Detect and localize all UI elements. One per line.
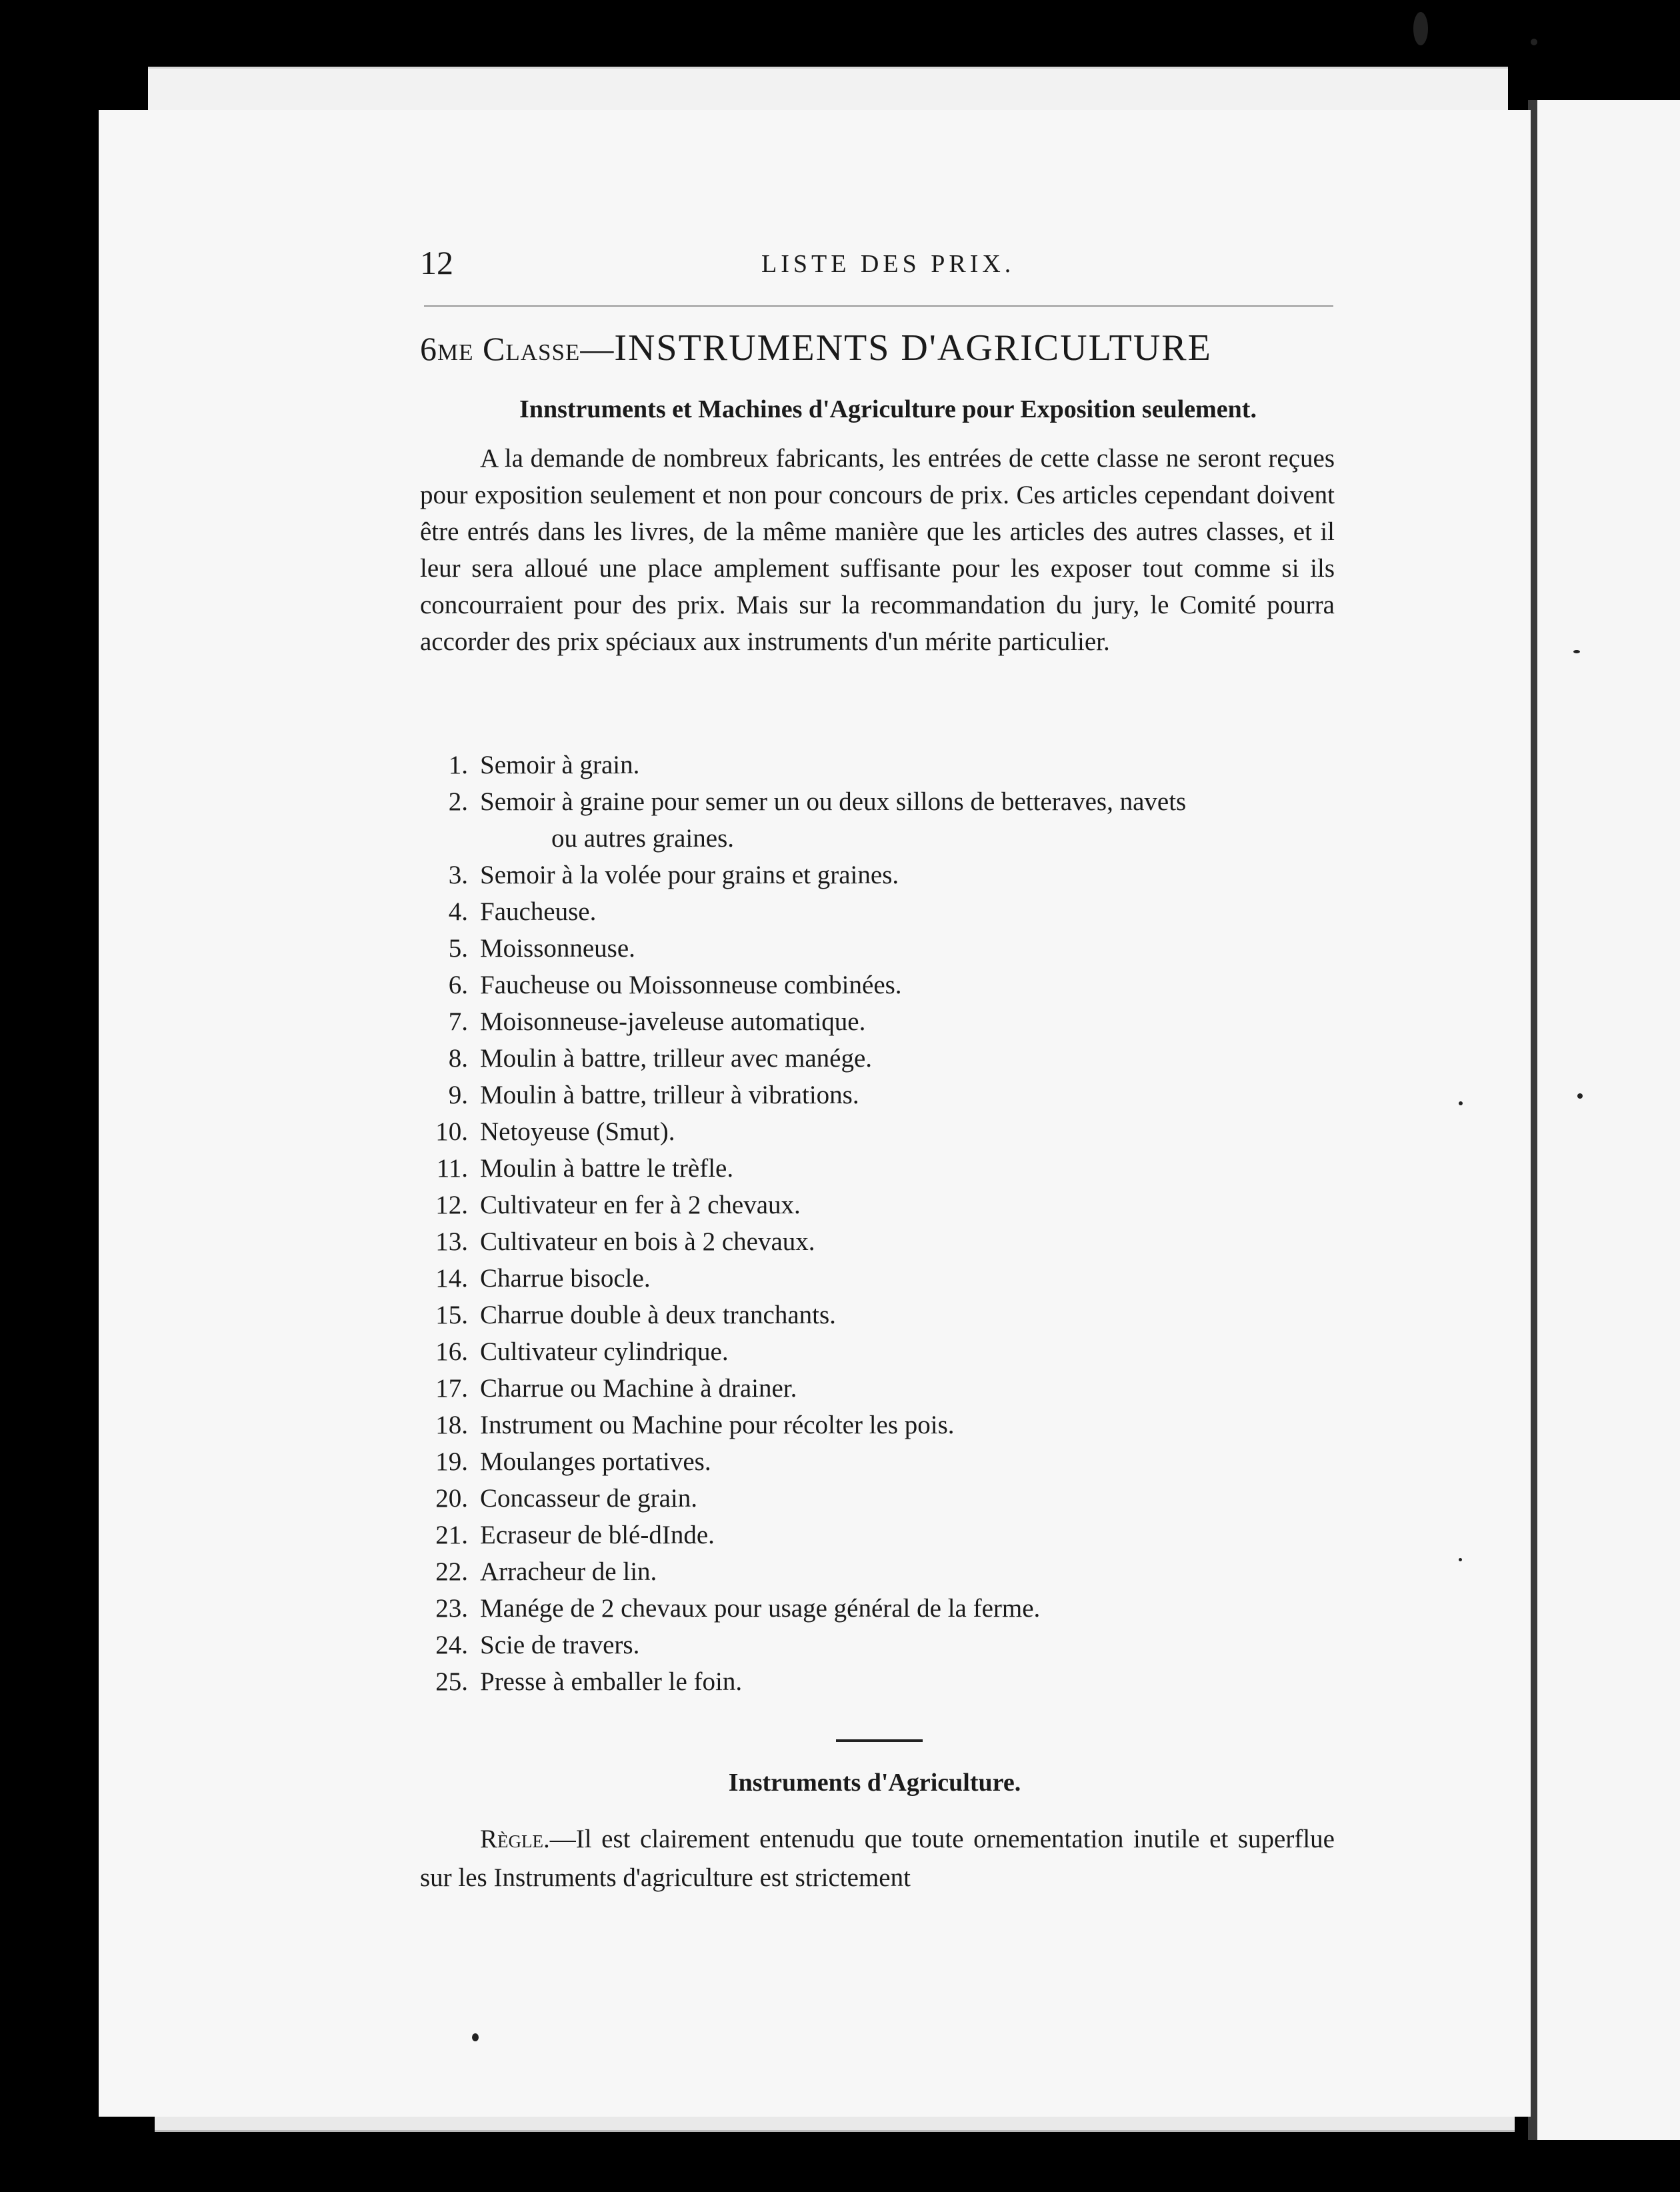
class-prefix: 6me Classe— bbox=[420, 330, 615, 367]
item-number: 1. bbox=[448, 751, 468, 779]
running-head bbox=[415, 240, 1335, 287]
item-number: 8. bbox=[448, 1044, 468, 1073]
item-number: 6. bbox=[448, 971, 468, 999]
prize-item-list bbox=[415, 747, 1335, 1700]
item-text: Moissonneuse. bbox=[480, 934, 635, 963]
prize-item bbox=[415, 893, 1335, 930]
prize-item bbox=[415, 1223, 1335, 1260]
item-text: Netoyeuse (Smut). bbox=[480, 1117, 675, 1146]
item-text: Cultivateur en bois à 2 chevaux. bbox=[480, 1227, 815, 1256]
section-divider bbox=[836, 1739, 923, 1742]
prize-item bbox=[415, 1627, 1335, 1663]
item-number: 25. bbox=[435, 1667, 468, 1696]
item-text: Moulanges portatives. bbox=[480, 1447, 711, 1476]
page-number: 12 bbox=[420, 244, 453, 281]
prize-item bbox=[415, 1663, 1335, 1700]
item-text: Presse à emballer le foin. bbox=[480, 1667, 743, 1696]
item-number: 19. bbox=[435, 1447, 468, 1476]
item-text: Scie de travers. bbox=[480, 1631, 640, 1659]
class-title: INSTRUMENTS D'AGRICULTURE bbox=[614, 327, 1212, 369]
item-number: 4. bbox=[448, 897, 468, 926]
section-subtitle: Innstruments et Machines d'Agriculture pour Exposition seulement. bbox=[519, 395, 1257, 423]
item-text: Ecraseur de blé-dInde. bbox=[480, 1521, 715, 1549]
prize-item bbox=[415, 1407, 1335, 1443]
prize-item bbox=[415, 1003, 1335, 1040]
item-number: 21. bbox=[435, 1521, 468, 1549]
item-text: Cultivateur en fer à 2 chevaux. bbox=[480, 1191, 801, 1219]
item-number: 10. bbox=[435, 1117, 468, 1146]
prize-item bbox=[415, 930, 1335, 967]
item-text: Concasseur de grain. bbox=[480, 1484, 697, 1513]
speck bbox=[1413, 12, 1428, 45]
item-text: Charrue ou Machine à drainer. bbox=[480, 1374, 797, 1403]
item-text: Faucheuse. bbox=[480, 897, 597, 926]
speck bbox=[472, 2033, 479, 2041]
speck bbox=[1459, 1558, 1462, 1561]
item-number: 11. bbox=[436, 1154, 468, 1183]
header-rule bbox=[424, 305, 1333, 307]
item-number: 12. bbox=[435, 1191, 468, 1219]
item-number: 7. bbox=[448, 1007, 468, 1036]
prize-item bbox=[415, 1517, 1335, 1553]
instruments-heading: Instruments d'Agriculture. bbox=[728, 1769, 1021, 1797]
item-number: 18. bbox=[435, 1411, 468, 1439]
speck bbox=[1459, 1101, 1463, 1105]
item-text: Moulin à battre, trilleur à vibrations. bbox=[480, 1081, 859, 1109]
prize-item bbox=[415, 1040, 1335, 1077]
rule-lead: Règle. bbox=[480, 1825, 550, 1853]
class-heading bbox=[420, 327, 1337, 369]
item-text: Semoir à graine pour semer un ou deux sillons de betteraves, navets bbox=[480, 787, 1187, 816]
prize-item bbox=[415, 747, 1335, 783]
item-number: 9. bbox=[448, 1081, 468, 1109]
item-text: Instrument ou Machine pour récolter les pois. bbox=[480, 1411, 955, 1439]
item-text-continuation: ou autres graines. bbox=[551, 824, 734, 853]
speck bbox=[1573, 650, 1580, 653]
item-number: 23. bbox=[435, 1594, 468, 1623]
item-text: Moulin à battre le trèfle. bbox=[480, 1154, 734, 1183]
rule-paragraph bbox=[420, 1820, 1335, 1897]
item-number: 2. bbox=[448, 787, 468, 816]
item-text: Semoir à grain. bbox=[480, 751, 640, 779]
prize-item bbox=[415, 1187, 1335, 1223]
item-number: 17. bbox=[435, 1374, 468, 1403]
prize-item bbox=[415, 783, 1335, 820]
prize-item bbox=[415, 1553, 1335, 1590]
item-text: Manége de 2 chevaux pour usage général de la ferme. bbox=[480, 1594, 1041, 1623]
item-number: 24. bbox=[435, 1631, 468, 1659]
prize-item bbox=[415, 1480, 1335, 1517]
adjacent-page-strip bbox=[1528, 100, 1680, 2140]
prize-item bbox=[415, 1370, 1335, 1407]
item-number: 14. bbox=[435, 1264, 468, 1293]
prize-item bbox=[415, 1113, 1335, 1150]
prize-item bbox=[415, 857, 1335, 893]
speck bbox=[1577, 1093, 1583, 1099]
item-number: 5. bbox=[448, 934, 468, 963]
item-text: Charrue double à deux tranchants. bbox=[480, 1301, 836, 1329]
item-number: 13. bbox=[435, 1227, 468, 1256]
item-text: Cultivateur cylindrique. bbox=[480, 1337, 729, 1366]
item-number: 22. bbox=[435, 1557, 468, 1586]
item-text: Charrue bisocle. bbox=[480, 1264, 651, 1293]
prize-item bbox=[415, 1077, 1335, 1113]
prize-item bbox=[415, 1260, 1335, 1297]
item-number: 15. bbox=[435, 1301, 468, 1329]
item-text: Moisonneuse-javeleuse automatique. bbox=[480, 1007, 866, 1036]
prize-item bbox=[415, 1333, 1335, 1370]
prize-item bbox=[415, 967, 1335, 1003]
item-number: 16. bbox=[435, 1337, 468, 1366]
prize-item bbox=[415, 1150, 1335, 1187]
item-number: 3. bbox=[448, 861, 468, 889]
prize-item-continuation bbox=[415, 820, 1335, 857]
page-content bbox=[415, 240, 1335, 1892]
item-number: 20. bbox=[435, 1484, 468, 1513]
running-title: LISTE DES PRIX. bbox=[761, 250, 1015, 278]
item-text: Faucheuse ou Moissonneuse combinées. bbox=[480, 971, 902, 999]
item-text: Moulin à battre, trilleur avec manége. bbox=[480, 1044, 873, 1073]
rule-body: —Il est clairement entenudu que toute ornementation inutile et superflue sur les Instruments d'agriculture est strictement bbox=[420, 1825, 1335, 1892]
prize-item bbox=[415, 1590, 1335, 1627]
prize-item bbox=[415, 1443, 1335, 1480]
intro-paragraph: A la demande de nombreux fabricants, les entrées de cette classe ne seront reçues pour exposition seulement et non pour concours de prix. Ces articles cependant doivent être entrés dans les livres, de la même manière que les articles des autres classes, et il leur sera alloué une place amplement suffisante pour les exposer tout comme si ils concourraient pour des prix. Mais sur la recommandation du jury, le Comité pourra accorder des prix spéciaux aux instruments d'un mérite particulier. bbox=[420, 444, 1335, 656]
item-text: Arracheur de lin. bbox=[480, 1557, 657, 1586]
item-text: Semoir à la volée pour grains et graines. bbox=[480, 861, 899, 889]
prize-item bbox=[415, 1297, 1335, 1333]
speck bbox=[1531, 39, 1537, 45]
